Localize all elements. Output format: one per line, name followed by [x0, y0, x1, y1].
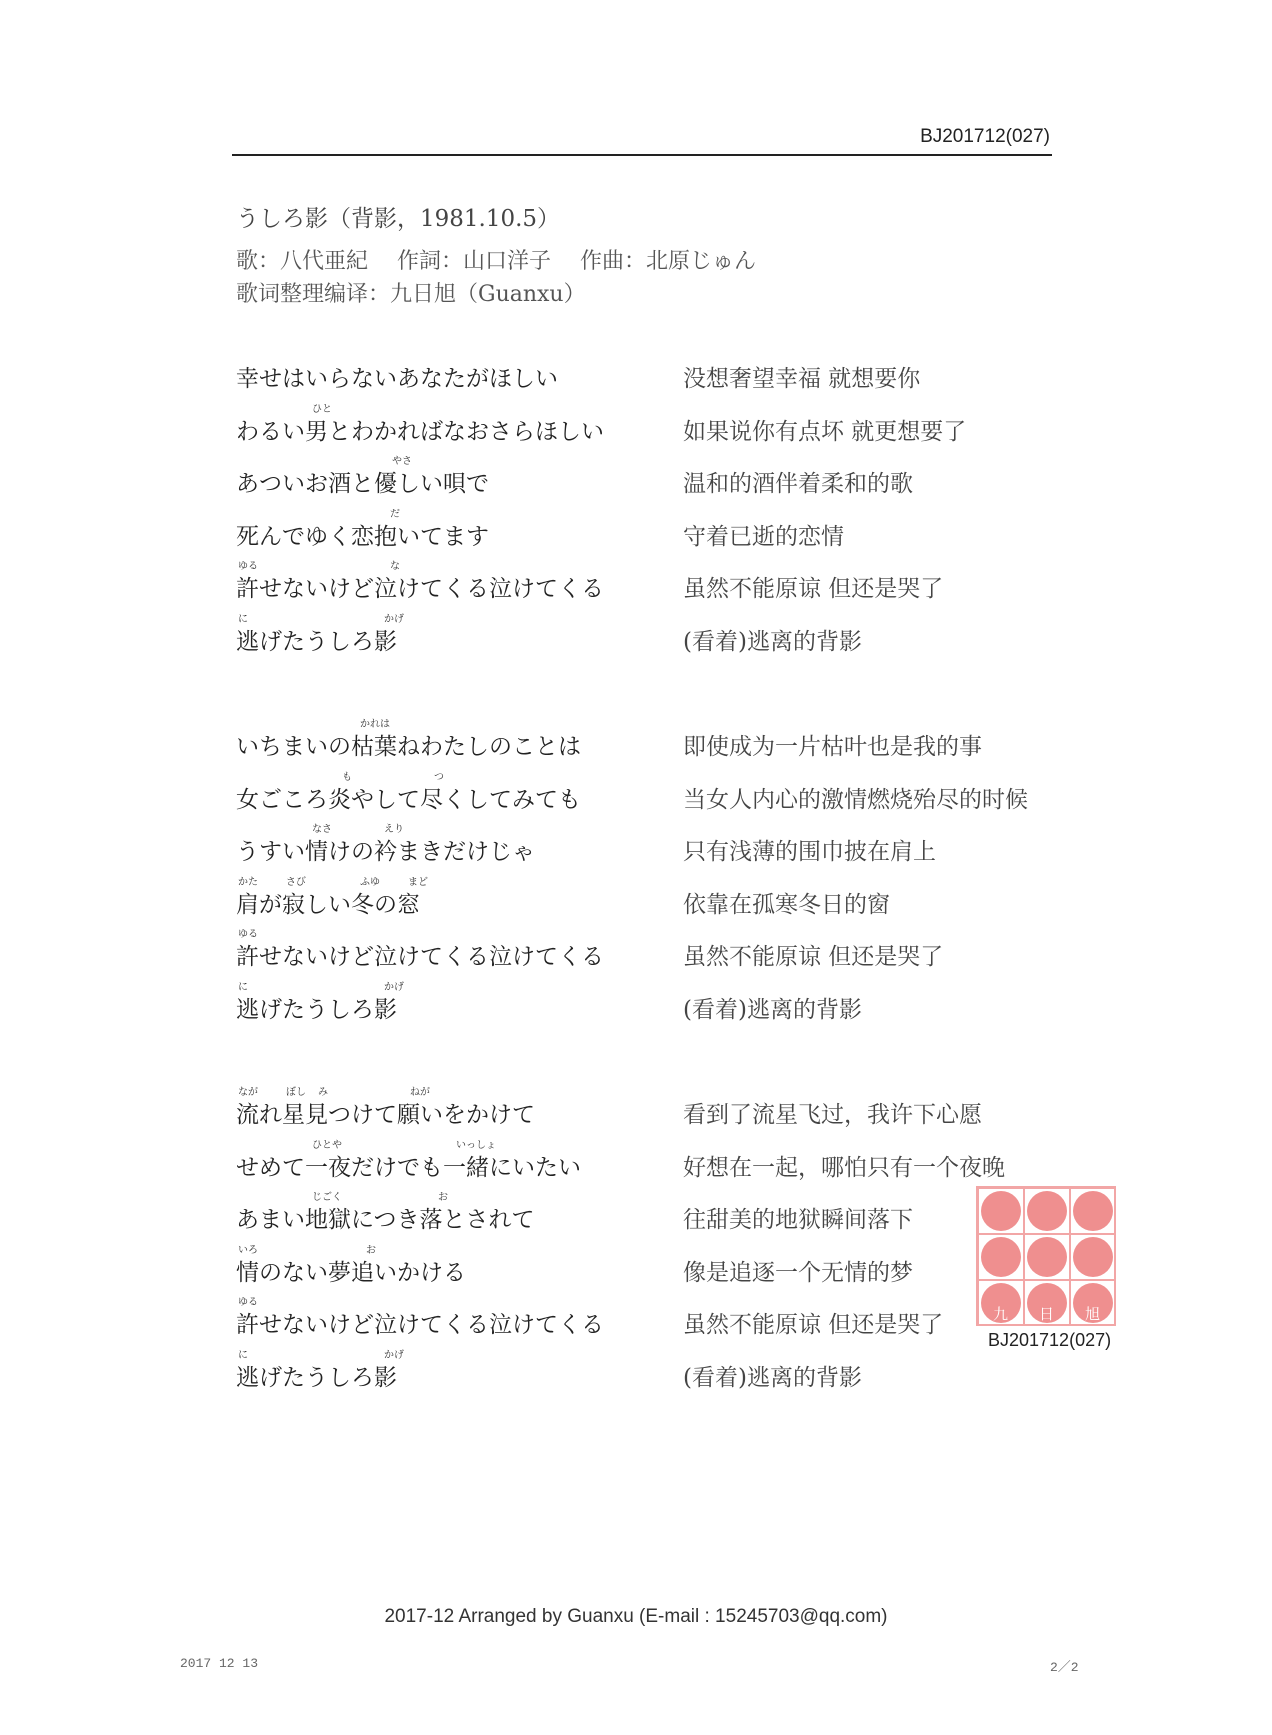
header-divider	[232, 154, 1052, 156]
furigana: いろ	[238, 1245, 258, 1256]
lyric-jp-line: あまい地獄につき落とされて	[236, 1207, 535, 1233]
furigana: やさ	[392, 456, 412, 467]
stamp-dot	[1027, 1191, 1067, 1231]
lyric-jp-line: 情のない夢追いかける	[236, 1260, 466, 1286]
furigana: かげ	[384, 1350, 404, 1361]
lyricist-credit: 作詞：山口洋子	[397, 249, 552, 274]
lyric-cn-line: 像是追逐一个无情的梦	[683, 1260, 913, 1286]
lyric-cn-line: 如果说你有点坏 就更想要了	[683, 419, 967, 445]
furigana: お	[438, 1192, 448, 1203]
lyric-cn-line: 即使成为一片枯叶也是我的事	[683, 734, 982, 760]
stamp-character: 日	[1039, 1305, 1055, 1323]
stamp-cell	[1024, 1234, 1070, 1280]
furigana: なさ	[312, 824, 332, 835]
furigana: に	[238, 982, 248, 993]
furigana: に	[238, 1350, 248, 1361]
furigana: も	[342, 772, 352, 783]
furigana: に	[238, 614, 248, 625]
composer-credit: 作曲：北原じゅん	[580, 249, 757, 274]
furigana: かた	[238, 877, 258, 888]
stamp-cell	[1070, 1188, 1116, 1234]
furigana: なが	[238, 1087, 258, 1098]
furigana: ぼし	[286, 1087, 306, 1098]
lyric-jp-line: 逃げたうしろ影	[236, 997, 397, 1023]
furigana: かれは	[360, 719, 390, 730]
furigana: お	[366, 1245, 376, 1256]
furigana: かげ	[384, 982, 404, 993]
lyric-cn-line: 守着已逝的恋情	[683, 524, 844, 550]
stamp-dot	[1027, 1237, 1067, 1277]
lyric-jp-line: 死んでゆく恋抱いてます	[236, 524, 489, 550]
furigana: み	[318, 1087, 328, 1098]
lyric-cn-line: 虽然不能原谅 但还是哭了	[683, 576, 944, 602]
stamp-dot	[1073, 1237, 1113, 1277]
document-code: BJ201712(027)	[920, 126, 1050, 147]
lyric-jp-line: あついお酒と優しい唄で	[236, 471, 489, 497]
furigana: ひとや	[312, 1140, 342, 1151]
stamp-cell	[1070, 1234, 1116, 1280]
lyric-cn-line: (看着)逃离的背影	[683, 997, 862, 1023]
furigana: ゆる	[238, 929, 258, 940]
stamp-dot	[1073, 1191, 1113, 1231]
stamp-cell	[1024, 1188, 1070, 1234]
lyric-cn-line: 虽然不能原谅 但还是哭了	[683, 1312, 944, 1338]
furigana: じごく	[312, 1192, 342, 1203]
lyric-jp-line: 幸せはいらないあなたがほしい	[236, 366, 558, 392]
stamp-dot	[981, 1237, 1021, 1277]
song-title: うしろ影（背影，1981.10.5）	[236, 206, 561, 232]
lyric-cn-line: 依靠在孤寒冬日的窗	[683, 892, 890, 918]
furigana: ふゆ	[360, 877, 380, 888]
furigana: つ	[434, 772, 444, 783]
lyric-jp-line: 逃げたうしろ影	[236, 629, 397, 655]
furigana: いっしょ	[456, 1140, 496, 1151]
furigana: ひと	[312, 404, 332, 415]
seal-stamp	[976, 1186, 1116, 1326]
compiler-credit: 歌词整理编译：九日旭（Guanxu）	[236, 282, 586, 307]
stamp-cell	[1070, 1280, 1116, 1326]
lyric-jp-line: 許せないけど泣けてくる泣けてくる	[236, 1312, 604, 1338]
stamp-cell	[1024, 1280, 1070, 1326]
lyric-cn-line: (看着)逃离的背影	[683, 1365, 862, 1391]
lyric-cn-line: 虽然不能原谅 但还是哭了	[683, 944, 944, 970]
footer-credit: 2017-12 Arranged by Guanxu (E-mail : 15245703@qq.com)	[384, 1606, 888, 1627]
lyric-cn-line: 好想在一起，哪怕只有一个夜晚	[683, 1155, 1005, 1181]
lyric-jp-line: いちまいの枯葉ねわたしのことは	[236, 734, 581, 760]
stamp-cell	[978, 1188, 1024, 1234]
lyric-cn-line: 看到了流星飞过，我许下心愿	[683, 1102, 982, 1128]
print-date: 2017 12 13	[180, 1656, 259, 1671]
lyric-jp-line: 許せないけど泣けてくる泣けてくる	[236, 944, 604, 970]
furigana: ゆる	[238, 561, 258, 572]
lyric-jp-line: 逃げたうしろ影	[236, 1365, 397, 1391]
furigana: かげ	[384, 614, 404, 625]
furigana: ねが	[410, 1087, 430, 1098]
furigana: ゆる	[238, 1297, 258, 1308]
lyric-jp-line: 肩が寂しい冬の窓	[236, 892, 420, 918]
stamp-character: 旭	[1085, 1305, 1101, 1323]
furigana: な	[390, 561, 400, 572]
lyric-cn-line: 往甜美的地狱瞬间落下	[683, 1207, 913, 1233]
stamp-cell	[978, 1234, 1024, 1280]
lyric-cn-line: (看着)逃离的背影	[683, 629, 862, 655]
furigana: さび	[286, 877, 306, 888]
lyric-jp-line: 流れ星見つけて願いをかけて	[236, 1102, 535, 1128]
lyric-jp-line: わるい男とわかればなおさらほしい	[236, 419, 604, 445]
lyric-cn-line: 只有浅薄的围巾披在肩上	[683, 839, 936, 865]
lyric-cn-line: 温和的酒伴着柔和的歌	[683, 471, 913, 497]
page-number: 2／2	[1050, 1660, 1079, 1675]
lyric-jp-line: うすい情けの衿まきだけじゃ	[236, 839, 535, 865]
lyric-cn-line: 当女人内心的激情燃烧殆尽的时候	[683, 787, 1028, 813]
lyric-cn-line: 没想奢望幸福 就想要你	[683, 366, 921, 392]
stamp-dot	[981, 1191, 1021, 1231]
furigana: えり	[384, 824, 404, 835]
stamp-code: BJ201712(027)	[988, 1330, 1112, 1350]
furigana: だ	[390, 509, 400, 520]
stamp-cell	[978, 1280, 1024, 1326]
lyric-jp-line: 許せないけど泣けてくる泣けてくる	[236, 576, 604, 602]
credits	[236, 244, 778, 275]
stamp-character: 九	[993, 1305, 1009, 1323]
singer-credit: 歌：八代亜紀	[236, 249, 369, 274]
lyric-jp-line: せめて一夜だけでも一緒にいたい	[236, 1155, 581, 1181]
lyric-jp-line: 女ごころ炎やして尽くしてみても	[236, 787, 581, 813]
furigana: まど	[408, 877, 428, 888]
